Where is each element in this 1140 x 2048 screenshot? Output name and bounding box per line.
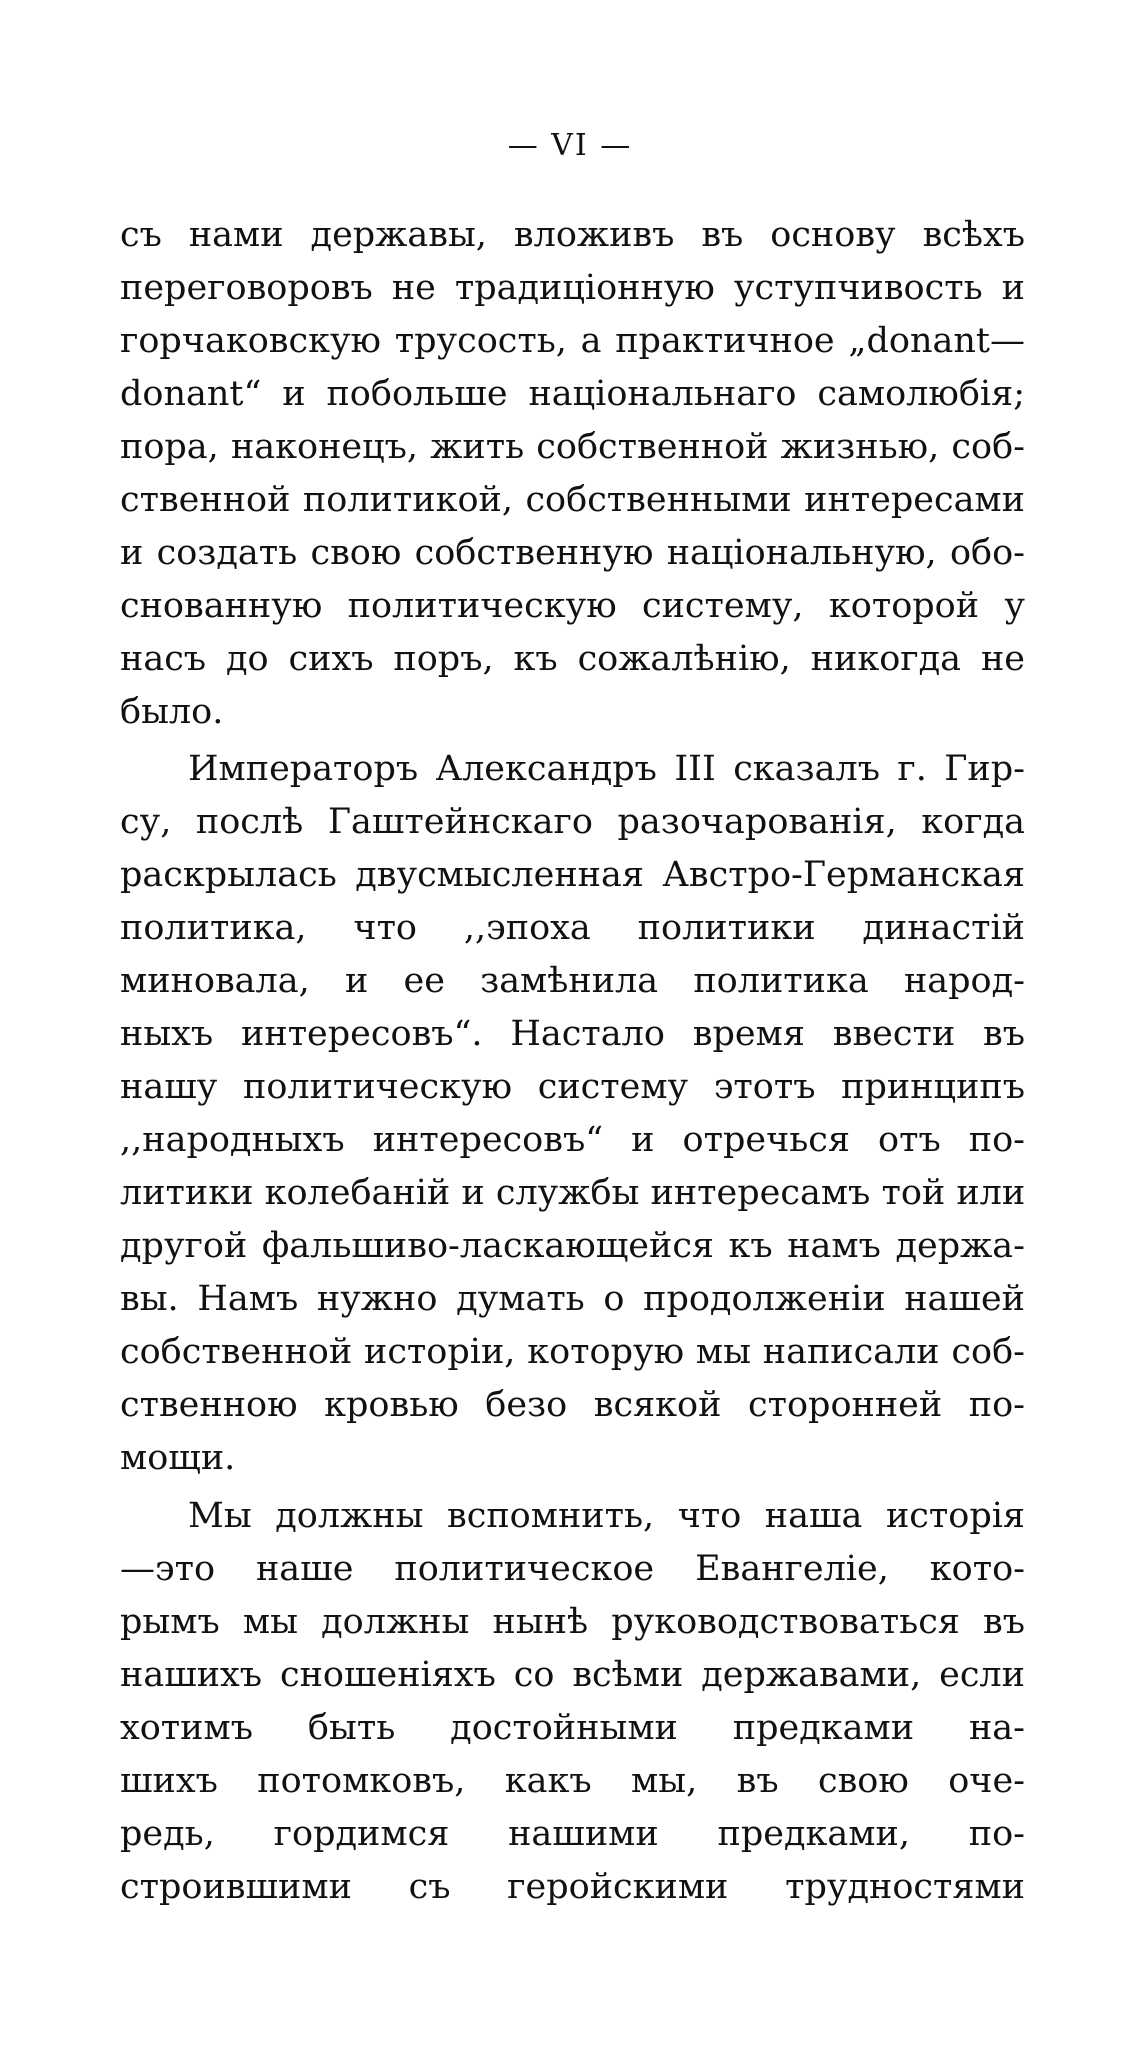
text-line: насъ до сихъ поръ, къ сожалѣнію, никогда не [120,639,1025,679]
text-line: —это наше политическое Евангеліе, кото- [120,1549,1025,1589]
text-line: строившими съ геройскими трудностями [120,1867,1025,1907]
text-line: съ нами державы, вложивъ въ основу всѣхъ [120,215,1025,255]
text-line: и создать свою собственную національную, обо- [120,533,1025,573]
text-line: нашихъ сношеніяхъ со всѣми державами, если [120,1655,1025,1695]
text-line: вы. Намъ нужно думать о продолженіи нашей [120,1279,1025,1319]
text-line: ,,народныхъ интересовъ“ и отречься отъ по- [120,1120,1025,1160]
text-line: ственной политикой, собственными интересами [120,480,1025,520]
text-line: политика, что ,,эпоха политики династій [120,908,1025,948]
text-line: было. [120,692,224,732]
text-line: снованную политическую систему, которой у [120,586,1025,626]
text-line: пора, наконецъ, жить собственной жизнью, соб- [120,427,1025,467]
text-line: горчаковскую трусость, а практичное „donant— [120,321,1025,361]
text-line: нашу политическую систему этотъ принципъ [120,1067,1025,1107]
text-line: мощи. [120,1438,236,1478]
text-line: раскрылась двусмысленная Австро-Германская [120,855,1025,895]
page-number: — VI — [507,128,633,163]
paragraph-1 [120,209,1025,739]
text-line: редь, гордимся нашими предками, по- [120,1814,1025,1854]
text-line: рымъ мы должны нынѣ руководствоваться въ [120,1602,1025,1642]
text-line: су, послѣ Гаштейнскаго разочарованія, когда [120,802,1025,842]
text-line: ныхъ интересовъ“. Настало время ввести въ [120,1014,1025,1054]
text-line: Мы должны вспомнить, что наша исторія [188,1496,1025,1536]
text-line: шихъ потомковъ, какъ мы, въ свою оче- [120,1761,1025,1801]
paragraph-2 [120,743,1025,1485]
text-line: Императоръ Александръ III сказалъ г. Гир- [188,749,1025,789]
text-line: переговоровъ не традиціонную уступчивость и [120,268,1025,308]
paragraph-3 [120,1490,1025,1914]
text-line: собственной исторіи, которую мы написали соб- [120,1332,1025,1372]
text-line: хотимъ быть достойными предками на- [120,1708,1025,1748]
text-line: литики колебаній и службы интересамъ той или [120,1173,1026,1213]
text-line: donant“ и побольше національнаго самолюбія; [120,374,1025,414]
text-line: другой фальшиво-ласкающейся къ намъ держа- [120,1226,1025,1266]
text-line: ственною кровью безо всякой сторонней по- [120,1385,1025,1425]
text-line: миновала, и ее замѣнила политика народ- [120,961,1025,1001]
